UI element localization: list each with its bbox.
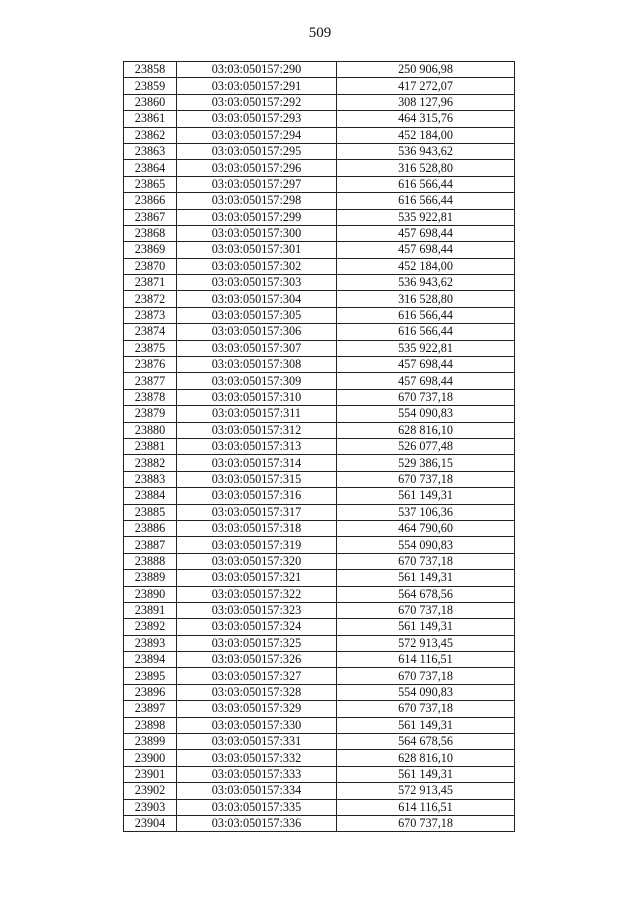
cadastral-number-cell: 03:03:050157:292 xyxy=(177,94,337,110)
row-number-cell: 23878 xyxy=(124,389,177,405)
cadastral-number-cell: 03:03:050157:330 xyxy=(177,717,337,733)
table-row xyxy=(124,406,515,422)
row-number-cell: 23893 xyxy=(124,635,177,651)
cadastral-value-table xyxy=(123,61,515,832)
cadastral-value-cell: 670 737,18 xyxy=(337,668,515,684)
table-row xyxy=(124,684,515,700)
cadastral-number-cell: 03:03:050157:317 xyxy=(177,504,337,520)
cadastral-number-cell: 03:03:050157:310 xyxy=(177,389,337,405)
table-row xyxy=(124,520,515,536)
cadastral-number-cell: 03:03:050157:336 xyxy=(177,815,337,831)
cadastral-number-cell: 03:03:050157:291 xyxy=(177,78,337,94)
table-row xyxy=(124,799,515,815)
row-number-cell: 23897 xyxy=(124,701,177,717)
table-row xyxy=(124,78,515,94)
cadastral-value-cell: 564 678,56 xyxy=(337,734,515,750)
cadastral-number-cell: 03:03:050157:290 xyxy=(177,62,337,78)
cadastral-number-cell: 03:03:050157:332 xyxy=(177,750,337,766)
row-number-cell: 23860 xyxy=(124,94,177,110)
cadastral-value-cell: 561 149,31 xyxy=(337,488,515,504)
row-number-cell: 23873 xyxy=(124,307,177,323)
cadastral-number-cell: 03:03:050157:304 xyxy=(177,291,337,307)
cadastral-number-cell: 03:03:050157:293 xyxy=(177,111,337,127)
cadastral-value-cell: 452 184,00 xyxy=(337,258,515,274)
table-row xyxy=(124,504,515,520)
table-row xyxy=(124,766,515,782)
cadastral-number-cell: 03:03:050157:321 xyxy=(177,570,337,586)
cadastral-value-cell: 616 566,44 xyxy=(337,307,515,323)
table-row xyxy=(124,553,515,569)
cadastral-number-cell: 03:03:050157:305 xyxy=(177,307,337,323)
row-number-cell: 23867 xyxy=(124,209,177,225)
table-row xyxy=(124,291,515,307)
cadastral-value-cell: 554 090,83 xyxy=(337,684,515,700)
cadastral-value-cell: 526 077,48 xyxy=(337,438,515,454)
row-number-cell: 23890 xyxy=(124,586,177,602)
cadastral-value-cell: 561 149,31 xyxy=(337,570,515,586)
row-number-cell: 23903 xyxy=(124,799,177,815)
cadastral-number-cell: 03:03:050157:311 xyxy=(177,406,337,422)
cadastral-number-cell: 03:03:050157:302 xyxy=(177,258,337,274)
cadastral-value-cell: 536 943,62 xyxy=(337,275,515,291)
cadastral-value-cell: 564 678,56 xyxy=(337,586,515,602)
page-number: 509 xyxy=(308,25,332,41)
table-row xyxy=(124,652,515,668)
table-row xyxy=(124,750,515,766)
cadastral-number-cell: 03:03:050157:329 xyxy=(177,701,337,717)
table-row xyxy=(124,62,515,78)
cadastral-number-cell: 03:03:050157:303 xyxy=(177,275,337,291)
cadastral-value-cell: 554 090,83 xyxy=(337,537,515,553)
cadastral-number-cell: 03:03:050157:335 xyxy=(177,799,337,815)
row-number-cell: 23861 xyxy=(124,111,177,127)
cadastral-number-cell: 03:03:050157:300 xyxy=(177,225,337,241)
table-row xyxy=(124,455,515,471)
table-row xyxy=(124,373,515,389)
cadastral-number-cell: 03:03:050157:314 xyxy=(177,455,337,471)
row-number-cell: 23874 xyxy=(124,324,177,340)
cadastral-value-cell: 250 906,98 xyxy=(337,62,515,78)
table-row xyxy=(124,111,515,127)
row-number-cell: 23888 xyxy=(124,553,177,569)
table-row xyxy=(124,242,515,258)
row-number-cell: 23883 xyxy=(124,471,177,487)
table-row xyxy=(124,602,515,618)
table-row xyxy=(124,209,515,225)
cadastral-number-cell: 03:03:050157:327 xyxy=(177,668,337,684)
cadastral-value-cell: 561 149,31 xyxy=(337,717,515,733)
cadastral-number-cell: 03:03:050157:299 xyxy=(177,209,337,225)
cadastral-number-cell: 03:03:050157:320 xyxy=(177,553,337,569)
cadastral-value-cell: 614 116,51 xyxy=(337,652,515,668)
cadastral-value-cell: 535 922,81 xyxy=(337,209,515,225)
cadastral-number-cell: 03:03:050157:313 xyxy=(177,438,337,454)
cadastral-value-cell: 628 816,10 xyxy=(337,422,515,438)
table-row xyxy=(124,471,515,487)
row-number-cell: 23899 xyxy=(124,734,177,750)
cadastral-value-cell: 670 737,18 xyxy=(337,602,515,618)
cadastral-value-cell: 457 698,44 xyxy=(337,225,515,241)
table-row xyxy=(124,160,515,176)
row-number-cell: 23871 xyxy=(124,275,177,291)
cadastral-value-cell: 561 149,31 xyxy=(337,766,515,782)
cadastral-number-cell: 03:03:050157:308 xyxy=(177,357,337,373)
cadastral-value-cell: 457 698,44 xyxy=(337,242,515,258)
row-number-cell: 23896 xyxy=(124,684,177,700)
cadastral-value-cell: 572 913,45 xyxy=(337,783,515,799)
table-row xyxy=(124,815,515,831)
row-number-cell: 23900 xyxy=(124,750,177,766)
cadastral-value-cell: 535 922,81 xyxy=(337,340,515,356)
cadastral-number-cell: 03:03:050157:319 xyxy=(177,537,337,553)
row-number-cell: 23866 xyxy=(124,193,177,209)
cadastral-number-cell: 03:03:050157:316 xyxy=(177,488,337,504)
row-number-cell: 23884 xyxy=(124,488,177,504)
cadastral-number-cell: 03:03:050157:324 xyxy=(177,619,337,635)
cadastral-value-cell: 464 790,60 xyxy=(337,520,515,536)
cadastral-value-cell: 572 913,45 xyxy=(337,635,515,651)
table-row xyxy=(124,488,515,504)
cadastral-value-cell: 670 737,18 xyxy=(337,553,515,569)
table-row xyxy=(124,193,515,209)
cadastral-number-cell: 03:03:050157:307 xyxy=(177,340,337,356)
cadastral-number-cell: 03:03:050157:322 xyxy=(177,586,337,602)
row-number-cell: 23858 xyxy=(124,62,177,78)
cadastral-value-cell: 554 090,83 xyxy=(337,406,515,422)
cadastral-number-cell: 03:03:050157:306 xyxy=(177,324,337,340)
row-number-cell: 23868 xyxy=(124,225,177,241)
cadastral-number-cell: 03:03:050157:294 xyxy=(177,127,337,143)
row-number-cell: 23891 xyxy=(124,602,177,618)
row-number-cell: 23876 xyxy=(124,357,177,373)
cadastral-value-cell: 316 528,80 xyxy=(337,291,515,307)
row-number-cell: 23859 xyxy=(124,78,177,94)
cadastral-value-cell: 670 737,18 xyxy=(337,701,515,717)
cadastral-number-cell: 03:03:050157:331 xyxy=(177,734,337,750)
cadastral-value-cell: 457 698,44 xyxy=(337,357,515,373)
cadastral-value-cell: 670 737,18 xyxy=(337,389,515,405)
cadastral-value-cell: 616 566,44 xyxy=(337,193,515,209)
row-number-cell: 23887 xyxy=(124,537,177,553)
table-body xyxy=(124,62,515,832)
cadastral-value-cell: 670 737,18 xyxy=(337,815,515,831)
cadastral-value-cell: 616 566,44 xyxy=(337,324,515,340)
row-number-cell: 23885 xyxy=(124,504,177,520)
cadastral-value-cell: 616 566,44 xyxy=(337,176,515,192)
row-number-cell: 23863 xyxy=(124,143,177,159)
row-number-cell: 23865 xyxy=(124,176,177,192)
cadastral-value-cell: 529 386,15 xyxy=(337,455,515,471)
table-row xyxy=(124,422,515,438)
cadastral-value-cell: 417 272,07 xyxy=(337,78,515,94)
table-row xyxy=(124,570,515,586)
table-row xyxy=(124,275,515,291)
row-number-cell: 23892 xyxy=(124,619,177,635)
cadastral-number-cell: 03:03:050157:326 xyxy=(177,652,337,668)
cadastral-value-cell: 537 106,36 xyxy=(337,504,515,520)
table-row xyxy=(124,537,515,553)
table-row xyxy=(124,389,515,405)
row-number-cell: 23901 xyxy=(124,766,177,782)
table-row xyxy=(124,307,515,323)
cadastral-value-cell: 316 528,80 xyxy=(337,160,515,176)
row-number-cell: 23869 xyxy=(124,242,177,258)
row-number-cell: 23898 xyxy=(124,717,177,733)
cadastral-number-cell: 03:03:050157:309 xyxy=(177,373,337,389)
cadastral-number-cell: 03:03:050157:312 xyxy=(177,422,337,438)
row-number-cell: 23889 xyxy=(124,570,177,586)
table-row xyxy=(124,668,515,684)
cadastral-value-cell: 452 184,00 xyxy=(337,127,515,143)
cadastral-number-cell: 03:03:050157:325 xyxy=(177,635,337,651)
cadastral-value-cell: 457 698,44 xyxy=(337,373,515,389)
cadastral-number-cell: 03:03:050157:296 xyxy=(177,160,337,176)
cadastral-number-cell: 03:03:050157:333 xyxy=(177,766,337,782)
cadastral-number-cell: 03:03:050157:318 xyxy=(177,520,337,536)
cadastral-number-cell: 03:03:050157:328 xyxy=(177,684,337,700)
table-row xyxy=(124,176,515,192)
cadastral-value-cell: 536 943,62 xyxy=(337,143,515,159)
row-number-cell: 23894 xyxy=(124,652,177,668)
row-number-cell: 23902 xyxy=(124,783,177,799)
table-row xyxy=(124,258,515,274)
cadastral-number-cell: 03:03:050157:315 xyxy=(177,471,337,487)
table-row xyxy=(124,734,515,750)
cadastral-value-cell: 308 127,96 xyxy=(337,94,515,110)
row-number-cell: 23872 xyxy=(124,291,177,307)
row-number-cell: 23879 xyxy=(124,406,177,422)
row-number-cell: 23870 xyxy=(124,258,177,274)
row-number-cell: 23904 xyxy=(124,815,177,831)
cadastral-value-cell: 670 737,18 xyxy=(337,471,515,487)
cadastral-number-cell: 03:03:050157:334 xyxy=(177,783,337,799)
table-row xyxy=(124,357,515,373)
cadastral-number-cell: 03:03:050157:323 xyxy=(177,602,337,618)
cadastral-number-cell: 03:03:050157:297 xyxy=(177,176,337,192)
cadastral-value-cell: 561 149,31 xyxy=(337,619,515,635)
table-row xyxy=(124,438,515,454)
row-number-cell: 23886 xyxy=(124,520,177,536)
table-row xyxy=(124,127,515,143)
table-row xyxy=(124,225,515,241)
table-row xyxy=(124,143,515,159)
cadastral-number-cell: 03:03:050157:301 xyxy=(177,242,337,258)
table-row xyxy=(124,586,515,602)
table-row xyxy=(124,635,515,651)
table-row xyxy=(124,701,515,717)
table-row xyxy=(124,717,515,733)
cadastral-number-cell: 03:03:050157:295 xyxy=(177,143,337,159)
row-number-cell: 23882 xyxy=(124,455,177,471)
table-row xyxy=(124,619,515,635)
row-number-cell: 23895 xyxy=(124,668,177,684)
cadastral-value-cell: 628 816,10 xyxy=(337,750,515,766)
row-number-cell: 23864 xyxy=(124,160,177,176)
row-number-cell: 23881 xyxy=(124,438,177,454)
row-number-cell: 23862 xyxy=(124,127,177,143)
table-row xyxy=(124,783,515,799)
cadastral-number-cell: 03:03:050157:298 xyxy=(177,193,337,209)
cadastral-value-cell: 464 315,76 xyxy=(337,111,515,127)
table-row xyxy=(124,94,515,110)
table-row xyxy=(124,340,515,356)
row-number-cell: 23880 xyxy=(124,422,177,438)
cadastral-value-cell: 614 116,51 xyxy=(337,799,515,815)
row-number-cell: 23875 xyxy=(124,340,177,356)
table-row xyxy=(124,324,515,340)
row-number-cell: 23877 xyxy=(124,373,177,389)
